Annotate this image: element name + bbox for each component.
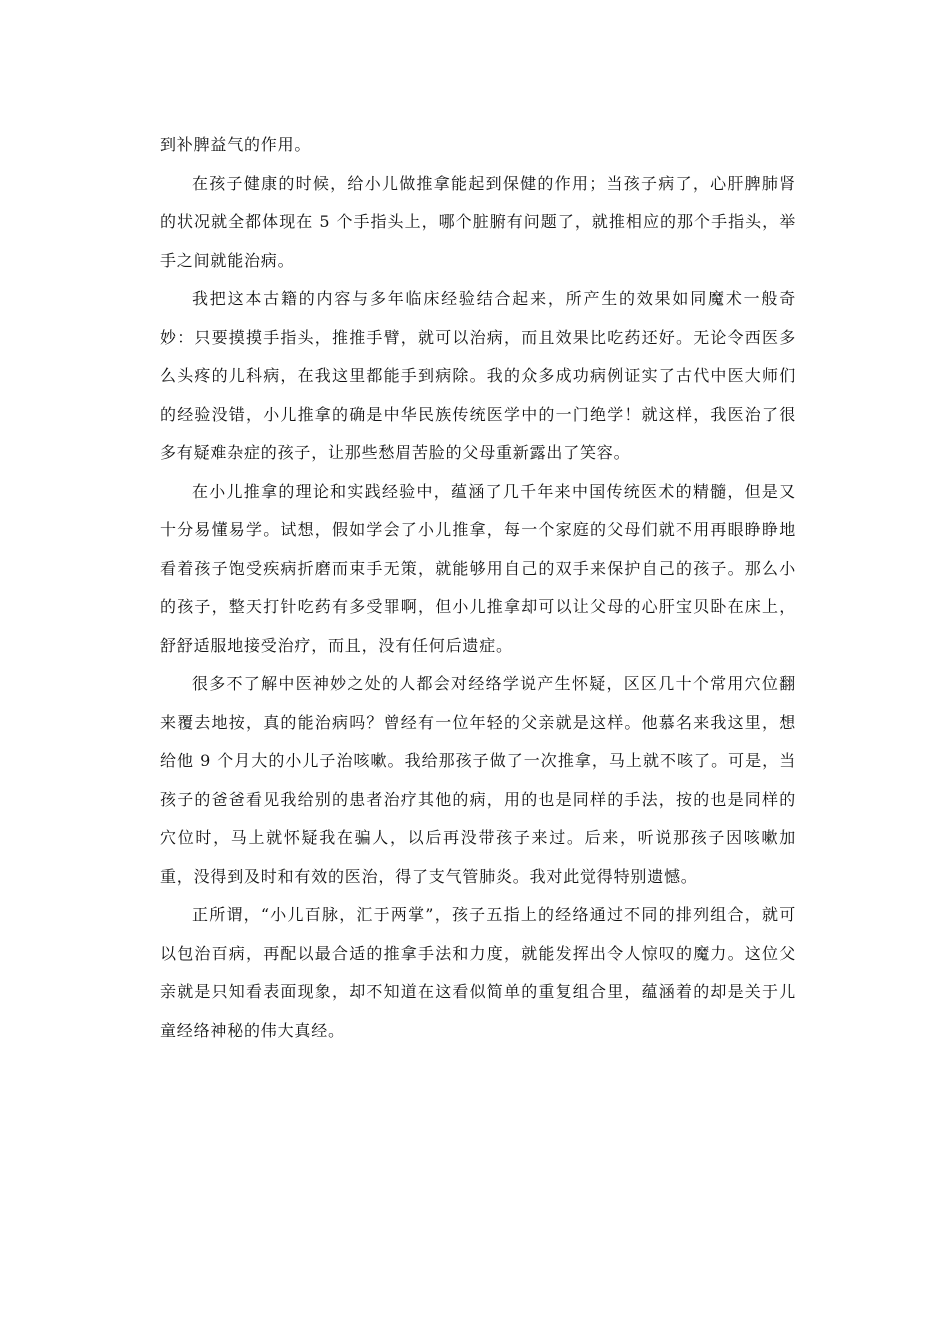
paragraph-young-father: 很多不了解中医神妙之处的人都会对经络学说产生怀疑，区区几十个常用穴位翻来覆去地按，真的能治病吗？曾经有一位年轻的父亲就是这样。他慕名来我这里，想给他 9 个月大的小儿子治咳嗽。我给那孩子做了一次推拿，马上就不咳了。可是，当孩子的爸爸看见我给别的患者治疗其他的病，用的也是同样的手法，按的也是同样的穴位时，马上就怀疑我在骗人，以后再没带孩子来过。后来，听说那孩子因咳嗽加重，没得到及时和有效的医治，得了支气管肺炎。我对此觉得特别遗憾。 — [160, 674, 796, 886]
document-body — [160, 126, 796, 1050]
paragraph-health-care: 在孩子健康的时候，给小儿做推拿能起到保健的作用；当孩子病了，心肝脾肺肾的状况就全都体现在 5 个手指头上，哪个脏腑有问题了，就推相应的那个手指头，举手之间就能治病。 — [160, 173, 796, 270]
paragraph-ancient-book: 我把这本古籍的内容与多年临床经验结合起来，所产生的效果如同魔术一般奇妙：只要摸摸手指头，推推手臂，就可以治病，而且效果比吃药还好。无论令西医多么头疼的儿科病，在我这里都能手到病除。我的众多成功病例证实了古代中医大师们的经验没错，小儿推拿的确是中华民族传统医学中的一门绝学！就这样，我医治了很多有疑难杂症的孩子，让那些愁眉苦脸的父母重新露出了笑容。 — [160, 289, 796, 462]
paragraph-hundred-meridians: 正所谓，“小儿百脉，汇于两掌”，孩子五指上的经络通过不同的排列组合，就可以包治百病，再配以最合适的推拿手法和力度，就能发挥出令人惊叹的魔力。这位父亲就是只知看表面现象，却不知道在这看似简单的重复组合里，蕴涵着的却是关于儿童经络神秘的伟大真经。 — [160, 905, 796, 1040]
paragraph-continuation: 到补脾益气的作用。 — [160, 135, 312, 154]
paragraph-theory-practice: 在小儿推拿的理论和实践经验中，蕴涵了几千年来中国传统医术的精髓，但是又十分易懂易学。试想，假如学会了小儿推拿，每一个家庭的父母们就不用再眼睁睁地看着孩子饱受疾病折磨而束手无策，就能够用自己的双手来保护自己的孩子。那么小的孩子，整天打针吃药有多受罪啊，但小儿推拿却可以让父母的心肝宝贝卧在床上，舒舒适服地接受治疗，而且，没有任何后遗症。 — [160, 481, 796, 655]
